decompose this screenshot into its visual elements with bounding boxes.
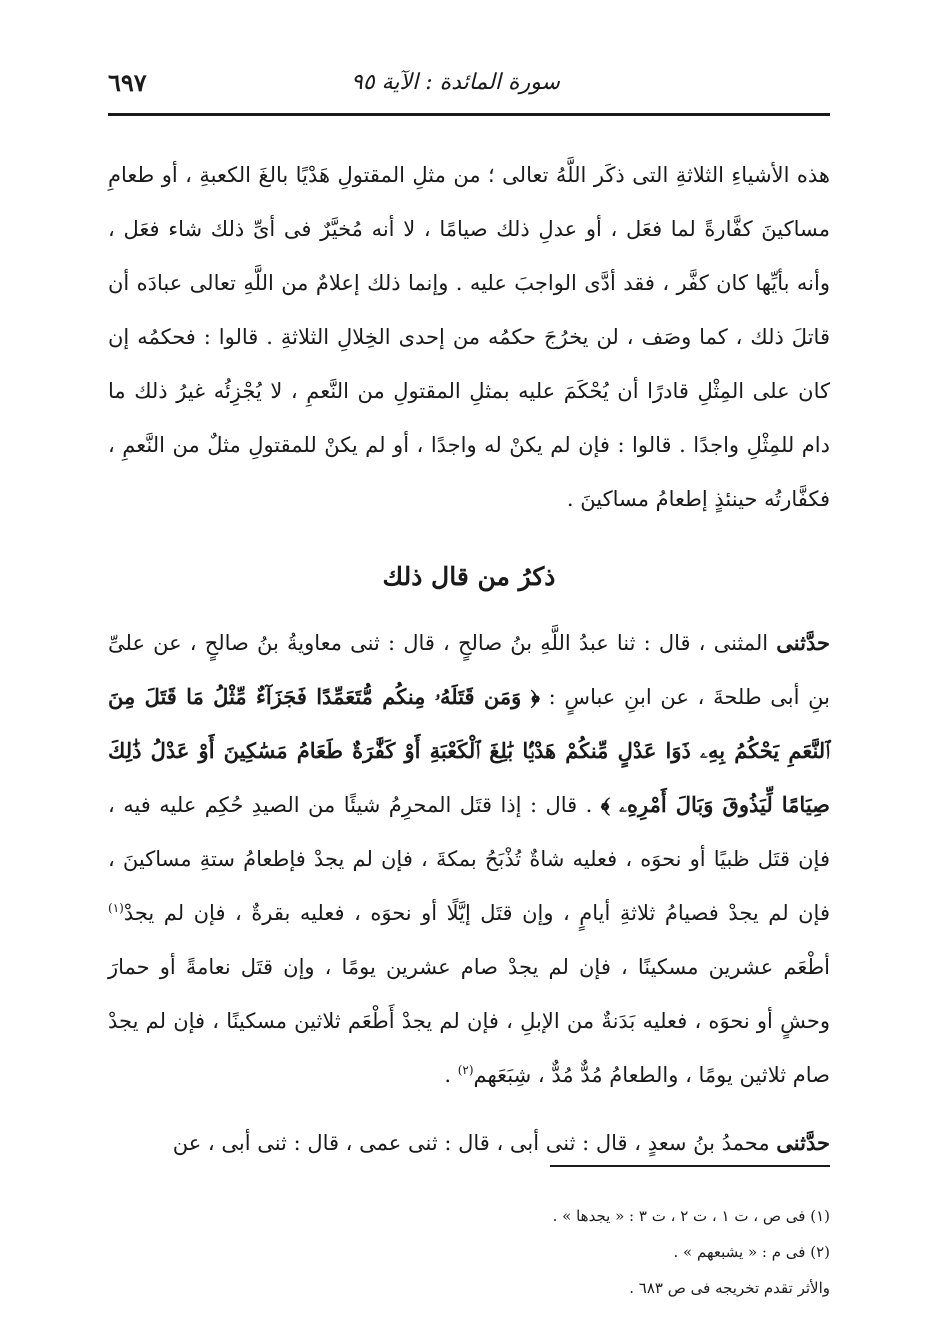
footnote-1: (١) فى ص ، ت ١ ، ت ٢ ، ت ٣ : « يجدها » . [552, 1207, 830, 1225]
header-rule [108, 113, 830, 116]
footnote-ref-1[interactable]: (١) [108, 901, 124, 915]
paragraph-2-text-c: أطْعَم عشرين مسكينًا ، فإن لم يجدْ صام عشرين يومًا ، وإن قتَل نعامةً أو حمارَ وحشٍ أو نحوَه ، فعليه بَدَنةٌ من الإبلِ ، فإن لم يجدْ أَطْعَم ثلاثين مسكينًا ، فإن لم يجدْ صام ثلاثين يومًا ، والطعامُ مُدٌّ مُدٌّ ، شِبَعَهم [108, 955, 830, 1087]
paragraph-2-text-b: . قال : إذا قتَل المحرِمُ شيئًا من الصيدِ حُكِم عليه فيه ، فإن قتَل ظبيًا أو نحوَه ، فعليه شاةٌ تُذْبَحُ بمكةَ ، فإن لم يجدْ فإطعامُ ستةِ مساكينَ ، فإن لم يجدْ فصيامُ ثلاثةِ أيامٍ ، وإن قتَل إيَّلًا أو نحوَه ، فعليه بقرةٌ ، فإن لم يجدْ [108, 793, 830, 925]
quran-verse: ﴿ وَمَن قَتَلَهُۥ مِنكُم مُّتَعَمِّدًا فَجَزَآءٌ مِّثْلُ مَا قَتَلَ مِنَ ٱلنَّعَمِ يَحْكُمُ بِهِۦ ذَوَا عَدْلٍ مِّنكُمْ هَدْيًۢا بَٰلِغَ ٱلْكَعْبَةِ أَوْ كَفَّٰرَةٌ طَعَامُ مَسَٰكِينَ أَوْ عَدْلُ ذَٰلِكَ صِيَامًا لِّيَذُوقَ وَبَالَ أَمْرِهِۦ ﴾ [108, 684, 830, 817]
footnote-3: والأثر تقدم تخريجه فى ص ٦٨٣ . [629, 1279, 830, 1297]
footnote-ref-2[interactable]: (٢) [457, 1063, 474, 1077]
section-heading: ذكرُ من قال ذلك [382, 562, 556, 591]
page-number: ٦٩٧ [108, 68, 147, 97]
paragraph-3 [108, 1116, 830, 1170]
paragraph-2-text-a: المثنى ، قال : ثنا عبدُ اللَّهِ بنُ صالحٍ ، قال : ثنى معاويةُ بنُ صالحٍ ، عن علىِّ بنِ أبى طلحةَ ، عن ابنِ عباسٍ : [108, 631, 830, 709]
paragraph-2 [108, 616, 830, 1102]
main-text [108, 148, 830, 1170]
paragraph-1: هذه الأشياءِ الثلاثةِ التى ذكَر اللَّهُ تعالى ؛ من مثلِ المقتولِ هَدْيًا بالغَ الكعبةِ ، أو طعامِ مساكينَ كفَّارةً لما فعَل ، أو عدلِ ذلك صيامًا ، لا أنه مُخيَّرٌ فى أىِّ ذلك شاء فعَل ، وأنه بأيِّها كان كفَّر ، فقد أدَّى الواجبَ عليه . وإنما ذلك إعلامٌ من اللَّهِ تعالى عبادَه أن قاتلَ ذلك ، كما وصَف ، لن يخرُجَ حكمُه من إحدى الخِلالِ الثلاثةِ . قالوا : فحكمُه إن كان على المِثْلِ قادرًا أن يُحْكَمَ عليه بمثلِ المقتولِ من النَّعمِ ، لا يُجْزِئُه غيرُ ذلك ما دام للمِثْلِ واجدًا . قالوا : فإن لم يكنْ له واجدًا ، أو لم يكنْ للمقتولِ مثلٌ من النَّعمِ ، فكفَّارتُه حينئذٍ إطعامُ مساكينَ . [108, 163, 830, 511]
footnotes [108, 1198, 830, 1306]
running-title: سورة المائدة : الآية ٩٥ [351, 70, 560, 95]
footnote-rule [550, 1165, 830, 1167]
paragraph-3-text: محمدُ بنُ سعدٍ ، قال : ثنى أبى ، قال : ثنى عمى ، قال : ثنى أبى ، عن [172, 1131, 777, 1155]
paragraph-3-lead: حدَّثنى [776, 1130, 830, 1155]
page-header [108, 62, 830, 106]
footnote-2: (٢) فى م : « يشبعهم » . [673, 1243, 830, 1261]
paragraph-2-text-end: . [444, 1063, 458, 1087]
paragraph-2-lead: حدَّثنى [776, 630, 830, 655]
